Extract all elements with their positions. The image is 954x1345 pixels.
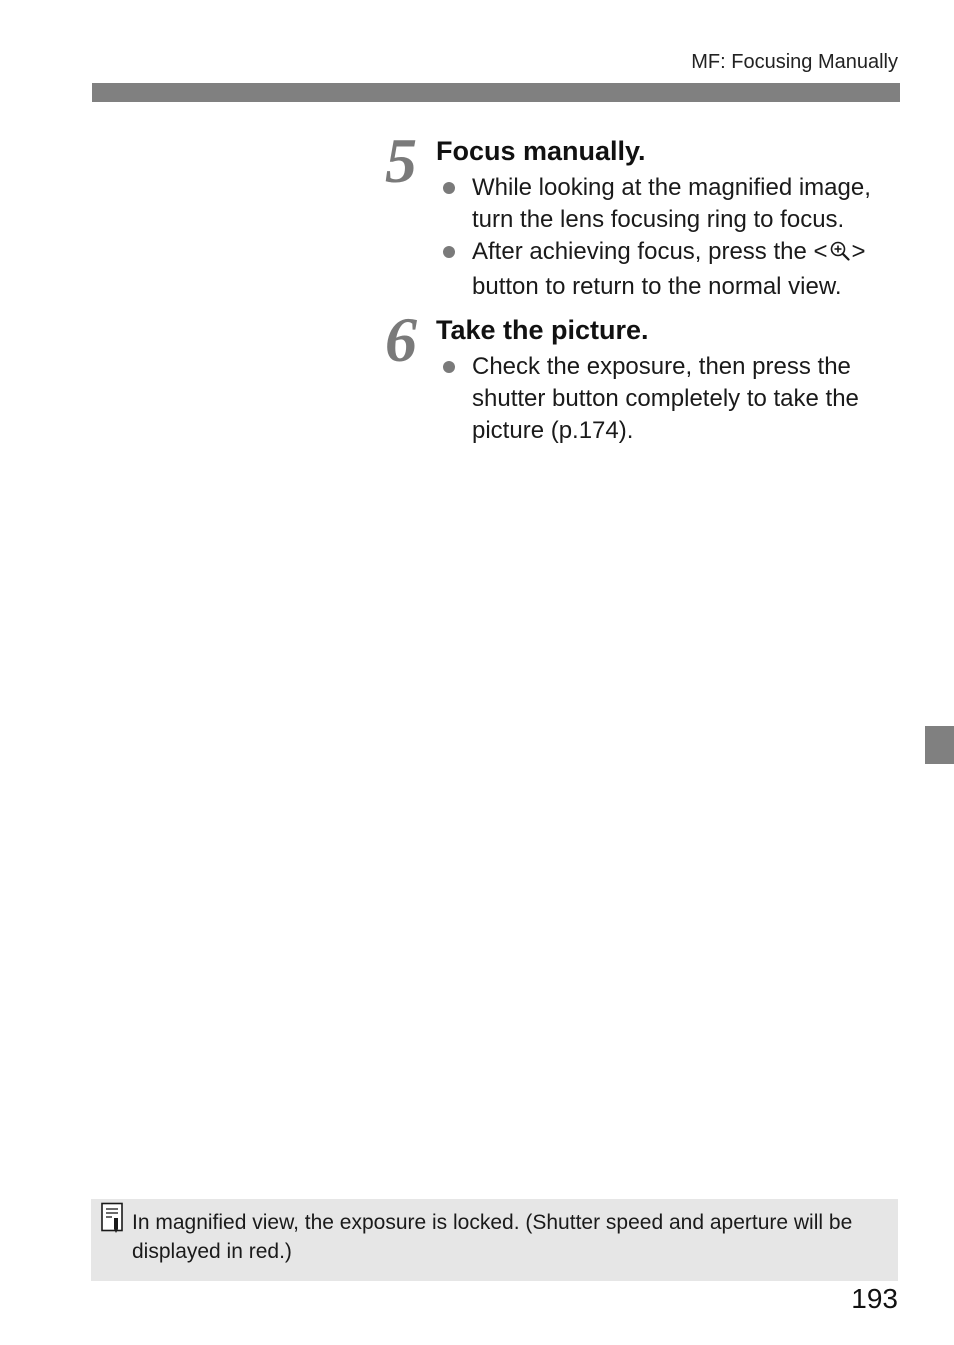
bullet-item	[436, 351, 906, 447]
step-title: Take the picture.	[436, 315, 649, 345]
step-bullets	[436, 351, 906, 447]
magnify-plus-icon	[829, 239, 851, 271]
note-text: In magnified view, the exposure is locked. (Shutter speed and aperture will be displayed in red.)	[132, 1211, 853, 1263]
bullet-text: Check the exposure, then press the shutter button completely to take the picture (p.174).	[472, 353, 859, 444]
bullet-text-after: > button to return to the normal view.	[472, 238, 866, 300]
header-title: MF: Focusing Manually	[691, 51, 898, 73]
bullet-dot-icon	[443, 361, 455, 373]
header-bar	[92, 83, 900, 102]
chapter-thumb-tab	[925, 726, 954, 764]
step-number: 6	[385, 304, 417, 375]
page-number: 193	[851, 1283, 898, 1314]
bullet-dot-icon	[443, 182, 455, 194]
bullet-text: While looking at the magnified image, turn the lens focusing ring to focus.	[472, 174, 871, 233]
step-number: 5	[385, 125, 417, 196]
bullet-text-before: After achieving focus, press the <	[472, 238, 828, 265]
bullet-item	[436, 172, 906, 236]
step-bullets	[436, 172, 906, 303]
note-box	[91, 1199, 898, 1281]
step-title: Focus manually.	[436, 136, 646, 166]
bullet-item	[436, 236, 906, 303]
bullet-dot-icon	[443, 246, 455, 258]
memo-icon	[100, 1202, 126, 1241]
